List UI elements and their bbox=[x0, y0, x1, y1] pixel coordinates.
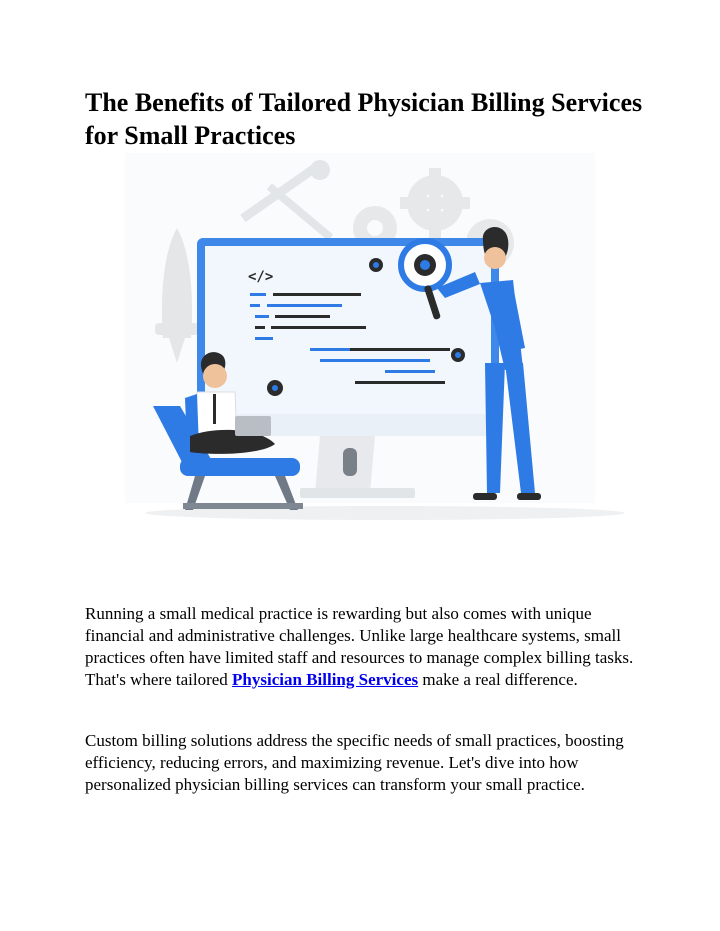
illustration-svg bbox=[85, 148, 640, 528]
physician-billing-services-link[interactable]: Physician Billing Services bbox=[232, 670, 419, 689]
intro-text: Running a small medical practice is rewarding but also comes with unique financial and administrative challenges. Unlike large healthcare systems, small practices often have limited staff and resources to manage complex billing tasks. That's where tailored bbox=[85, 604, 634, 689]
illustration bbox=[85, 148, 640, 528]
laptop-icon bbox=[235, 416, 271, 436]
page-title: The Benefits of Tailored Physician Billing Services for Small Practices bbox=[85, 88, 643, 150]
intro-text-end: make a real difference. bbox=[418, 670, 578, 689]
code-tag-label: </> bbox=[248, 269, 274, 285]
intro-paragraph bbox=[85, 603, 645, 691]
custom-billing-paragraph: Custom billing solutions address the specific needs of small practices, boosting efficiency, reducing errors, and maximizing revenue. Let's dive into how personalized physician billing services can transform your small practice. bbox=[85, 731, 624, 794]
